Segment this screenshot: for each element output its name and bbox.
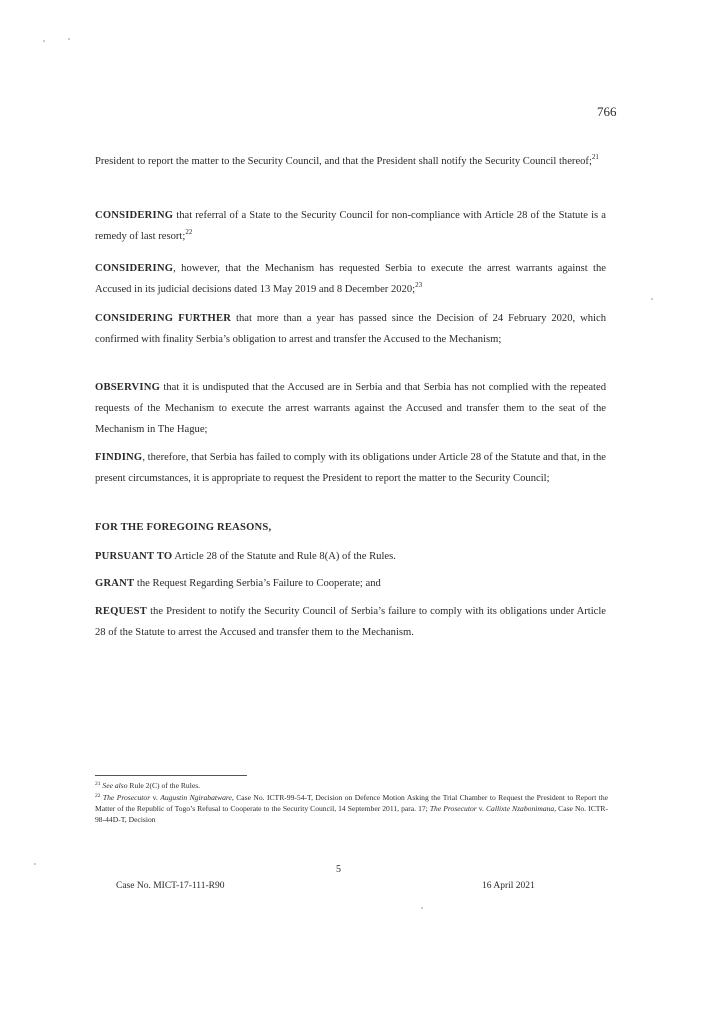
paragraph-text: , however, that the Mechanism has requested Serbia to execute the arrest warrants against the Accused in its judicial decisions dated 13 May 2019 and 8 December 2020; <box>95 263 606 295</box>
paragraph-text: the Request Regarding Serbia’s Failure to Cooperate; and <box>134 578 381 589</box>
scan-speck <box>68 38 70 40</box>
footnote-italic: The Prosecutor <box>429 804 477 813</box>
footer-date: 16 April 2021 <box>482 881 535 891</box>
footnote-separator <box>95 775 247 776</box>
footnote-italic: Augustin Ngirabatware <box>160 793 232 802</box>
paragraph-considering-further <box>95 308 606 350</box>
footnote-number: 21 <box>95 781 101 787</box>
footnote-22 <box>95 791 608 825</box>
paragraph-lead: CONSIDERING <box>95 210 174 221</box>
paragraph-lead: CONSIDERING <box>95 263 174 274</box>
paragraph-text: President to report the matter to the Security Council, and that the President shall notify the Security Council thereof; <box>95 156 592 167</box>
footnote-ref: 23 <box>415 281 423 289</box>
paragraph-foregoing-reasons <box>95 517 606 538</box>
paragraph-considering-however <box>95 258 606 300</box>
paragraph-grant <box>95 573 606 594</box>
footnote-number: 22 <box>95 793 101 799</box>
scan-speck <box>421 907 423 909</box>
paragraph-lead: REQUEST <box>95 606 148 617</box>
footnote-text: , Case No. ICTR-98-44D-T, Decision <box>95 804 608 824</box>
footer-case-number: Case No. MICT-17-111-R90 <box>116 881 225 891</box>
scan-speck <box>43 40 45 42</box>
paragraph-finding <box>95 447 606 489</box>
paragraph-text: that more than a year has passed since the Decision of 24 February 2020, which confirmed with finality Serbia’s obligation to arrest and transfer the Accused to the Mechanism; <box>95 313 606 345</box>
footnote-italic: The Prosecutor <box>102 793 151 802</box>
paragraph-considering-last-resort <box>95 205 606 247</box>
paragraph-text: that it is undisputed that the Accused are in Serbia and that Serbia has not complied with the repeated requests of the Mechanism to execute the arrest warrants against the Accused and transfer them to the seat of the Mechanism in The Hague; <box>95 382 606 435</box>
paragraph-lead: GRANT <box>95 578 135 589</box>
paragraph-observing <box>95 377 606 440</box>
footnote-21 <box>95 779 608 791</box>
footnote-text: , Case No. ICTR-99-54-T, Decision on Defence Motion Asking the Trial Chamber to Request the President to Report the Matter of the Republic of Togo’s Refusal to Cooperate to the Security Council, 14 September 2011, para. 17; <box>95 793 609 813</box>
page-number: 766 <box>597 104 617 119</box>
footnotes <box>95 779 608 825</box>
paragraph-lead: FINDING <box>95 452 143 463</box>
paragraph-lead: CONSIDERING FURTHER <box>95 313 232 324</box>
footnote-ref: 22 <box>185 228 193 236</box>
footnote-ref: 21 <box>591 153 599 161</box>
footnote-italic: See also <box>102 781 128 790</box>
paragraph-text: , therefore, that Serbia has failed to comply with its obligations under Article 28 of the Statute and that, in the present circumstances, it is appropriate to request the President to report the matter to the Security Council; <box>95 452 606 484</box>
paragraph-lead: PURSUANT TO <box>95 551 173 562</box>
scan-speck <box>34 863 36 865</box>
footnote-italic: Callixte Nzabonimana <box>485 804 555 813</box>
paragraph-continuation <box>95 151 606 172</box>
footnote-text: v. <box>476 804 486 813</box>
footnote-text: Rule 2(C) of the Rules. <box>127 781 201 790</box>
paragraph-lead: FOR THE FOREGOING REASONS, <box>95 522 272 533</box>
paragraph-text: Article 28 of the Statute and Rule 8(A) of the Rules. <box>172 551 396 562</box>
paragraph-lead: OBSERVING <box>95 382 161 393</box>
footer-page-number: 5 <box>336 864 341 875</box>
paragraph-pursuant-to <box>95 546 606 567</box>
paragraph-text: the President to notify the Security Council of Serbia’s failure to comply with its obligations under Article 28 of the Statute to arrest the Accused and transfer them to the Mechanism. <box>95 606 606 638</box>
scan-speck <box>651 298 653 300</box>
footnote-text: v. <box>150 793 161 802</box>
paragraph-request <box>95 601 606 643</box>
paragraph-text: that referral of a State to the Security Council for non-compliance with Article 28 of the Statute is a remedy of last resort; <box>95 210 606 242</box>
